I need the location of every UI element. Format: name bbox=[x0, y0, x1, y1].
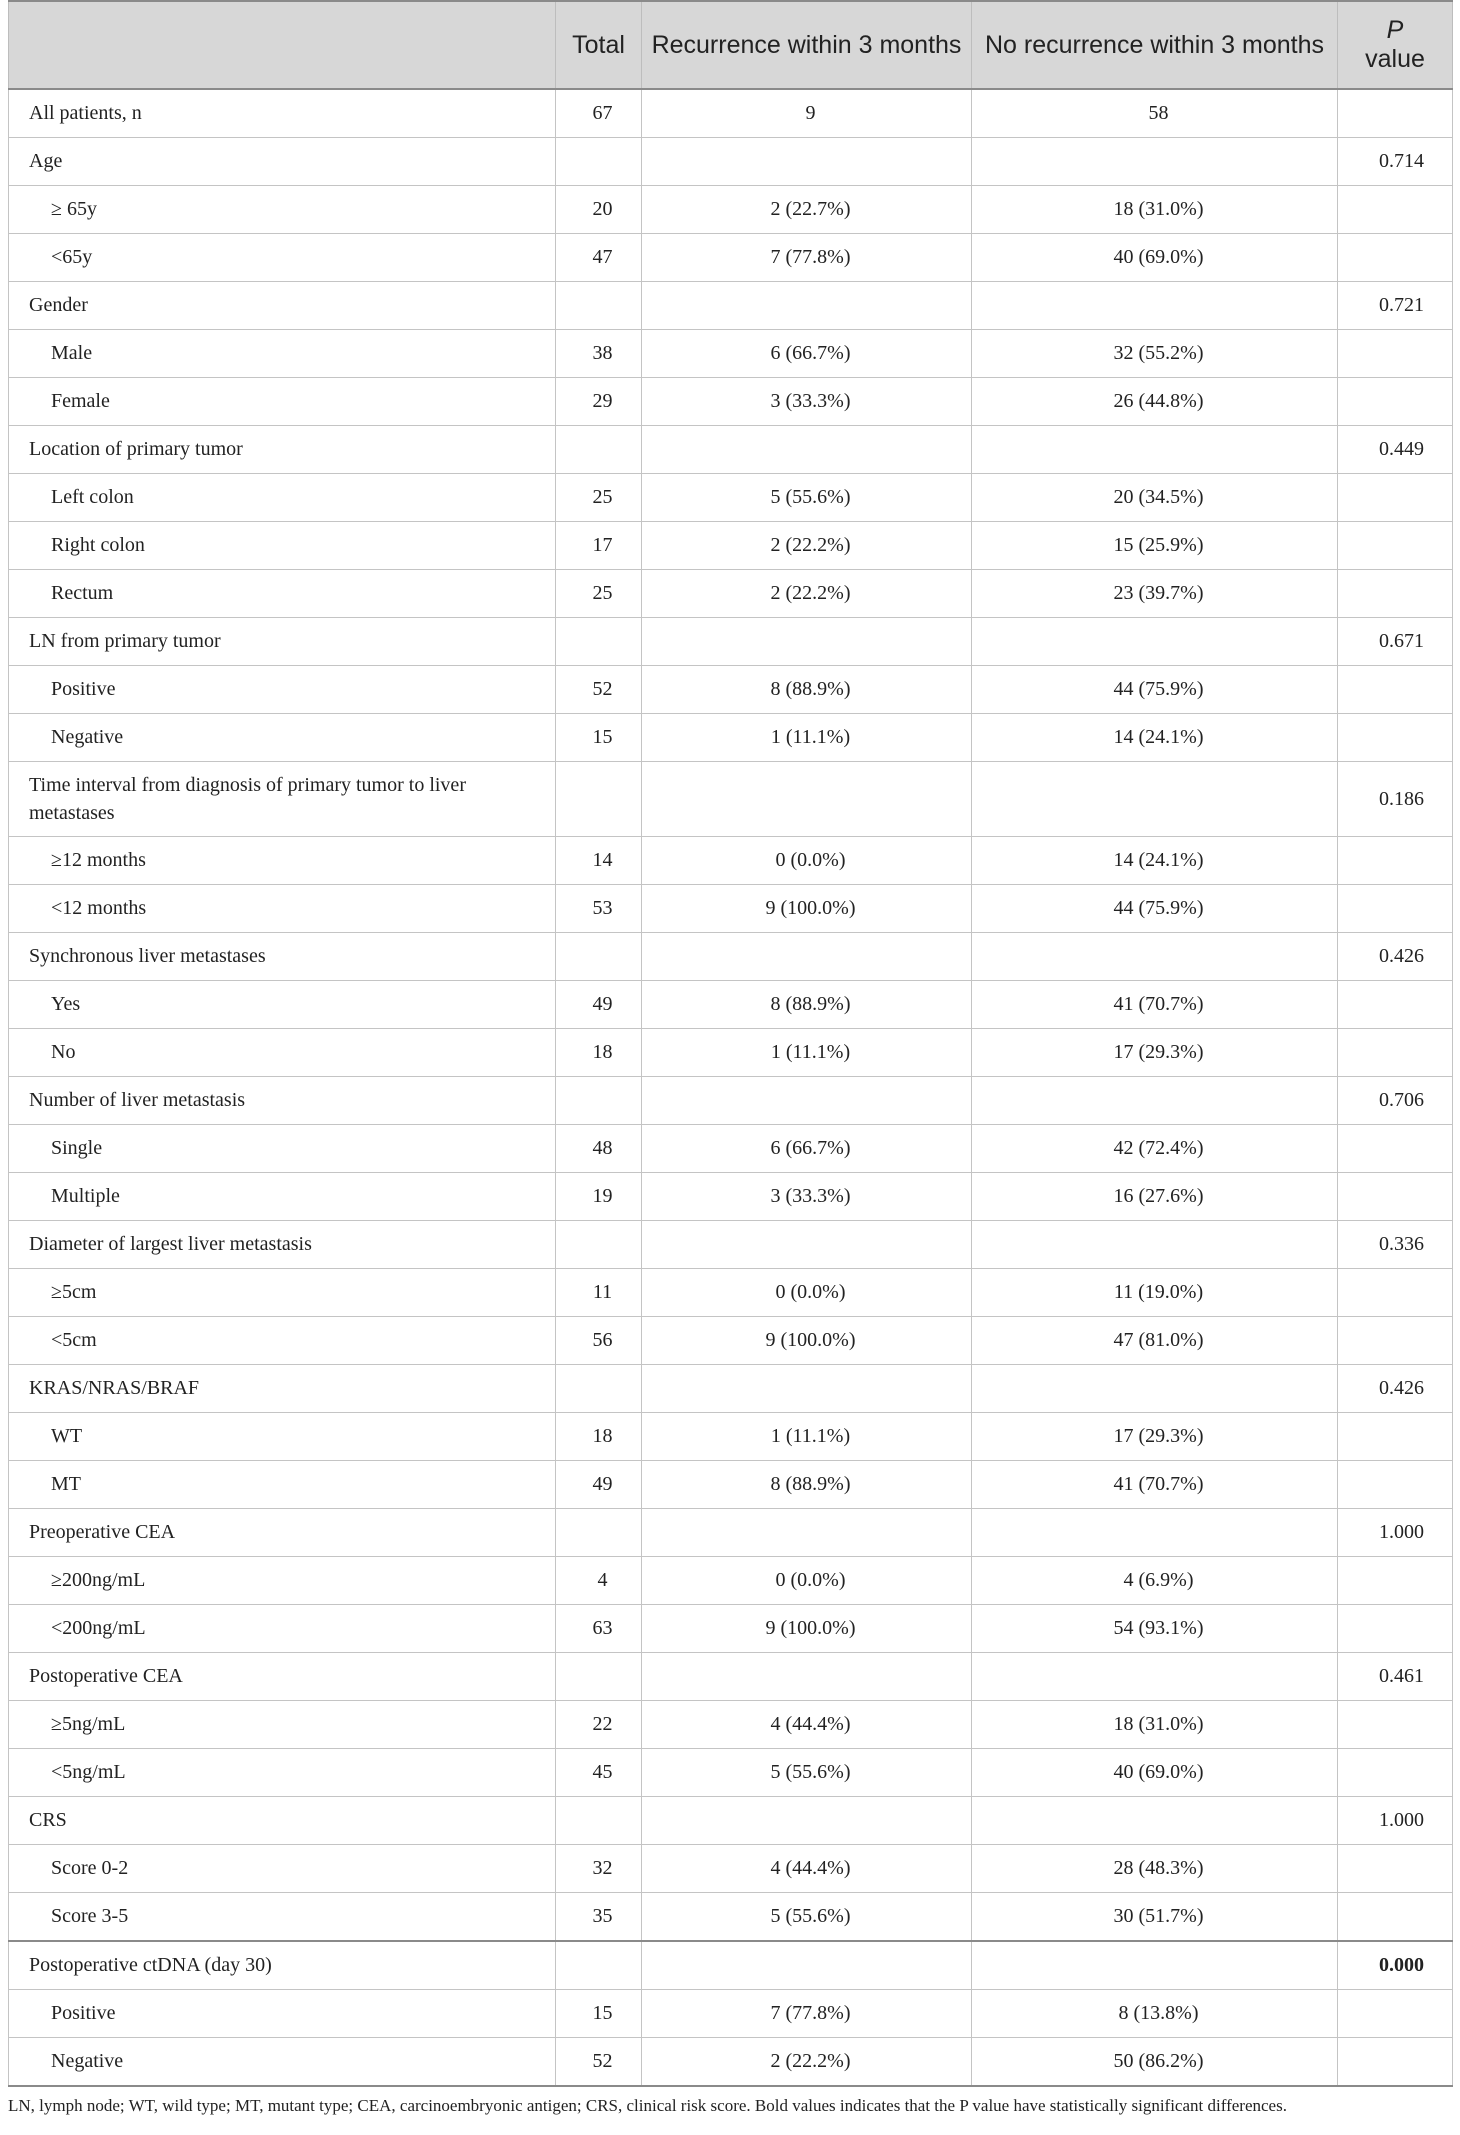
cell-p-value: 0.336 bbox=[1338, 1221, 1453, 1269]
cell-no-recurrence: 30 (51.7%) bbox=[972, 1893, 1338, 1942]
cell-no-recurrence: 28 (48.3%) bbox=[972, 1845, 1338, 1893]
cell-p-value bbox=[1338, 89, 1453, 138]
cell-total: 63 bbox=[556, 1605, 642, 1653]
cell-recurrence: 5 (55.6%) bbox=[642, 1749, 972, 1797]
row-label: CRS bbox=[9, 1797, 556, 1845]
cell-recurrence: 9 (100.0%) bbox=[642, 1605, 972, 1653]
cell-recurrence bbox=[642, 1509, 972, 1557]
row-label: Left colon bbox=[9, 474, 556, 522]
cell-p-value bbox=[1338, 981, 1453, 1029]
cell-recurrence: 1 (11.1%) bbox=[642, 1029, 972, 1077]
cell-total: 18 bbox=[556, 1413, 642, 1461]
header-recurrence: Recurrence within 3 months bbox=[642, 1, 972, 89]
cell-p-value bbox=[1338, 2038, 1453, 2087]
row-label: KRAS/NRAS/BRAF bbox=[9, 1365, 556, 1413]
table-row bbox=[9, 2038, 1453, 2087]
cell-p-value bbox=[1338, 1605, 1453, 1653]
cell-recurrence: 9 (100.0%) bbox=[642, 1317, 972, 1365]
cell-total bbox=[556, 1509, 642, 1557]
cell-recurrence bbox=[642, 1077, 972, 1125]
cell-total bbox=[556, 618, 642, 666]
table-row bbox=[9, 1413, 1453, 1461]
cell-recurrence: 3 (33.3%) bbox=[642, 378, 972, 426]
row-label: Multiple bbox=[9, 1173, 556, 1221]
cell-total: 32 bbox=[556, 1845, 642, 1893]
table-row bbox=[9, 885, 1453, 933]
cell-p-value bbox=[1338, 885, 1453, 933]
cell-no-recurrence: 44 (75.9%) bbox=[972, 885, 1338, 933]
row-label: Female bbox=[9, 378, 556, 426]
table-row bbox=[9, 1173, 1453, 1221]
table-row-group bbox=[9, 1221, 1453, 1269]
table-row bbox=[9, 714, 1453, 762]
cell-no-recurrence bbox=[972, 1077, 1338, 1125]
table-row-group bbox=[9, 1797, 1453, 1845]
cell-p-value bbox=[1338, 1125, 1453, 1173]
table-row bbox=[9, 474, 1453, 522]
row-label: Location of primary tumor bbox=[9, 426, 556, 474]
table-row bbox=[9, 186, 1453, 234]
cell-total: 15 bbox=[556, 1990, 642, 2038]
document-page bbox=[8, 0, 1452, 2116]
cell-p-value bbox=[1338, 522, 1453, 570]
cell-p-value: 0.000 bbox=[1338, 1941, 1453, 1990]
row-label: Age bbox=[9, 138, 556, 186]
cell-recurrence: 0 (0.0%) bbox=[642, 1557, 972, 1605]
row-label: <5ng/mL bbox=[9, 1749, 556, 1797]
cell-recurrence: 2 (22.2%) bbox=[642, 570, 972, 618]
cell-p-value bbox=[1338, 1893, 1453, 1942]
cell-no-recurrence: 15 (25.9%) bbox=[972, 522, 1338, 570]
row-label: All patients, n bbox=[9, 89, 556, 138]
table-row-group bbox=[9, 618, 1453, 666]
cell-p-value bbox=[1338, 1173, 1453, 1221]
cell-recurrence: 8 (88.9%) bbox=[642, 981, 972, 1029]
cell-p-value: 1.000 bbox=[1338, 1797, 1453, 1845]
cell-recurrence bbox=[642, 138, 972, 186]
table-row-group bbox=[9, 1365, 1453, 1413]
cell-recurrence: 4 (44.4%) bbox=[642, 1845, 972, 1893]
row-label: Right colon bbox=[9, 522, 556, 570]
cell-total: 22 bbox=[556, 1701, 642, 1749]
cell-p-value: 0.426 bbox=[1338, 1365, 1453, 1413]
cell-total: 25 bbox=[556, 570, 642, 618]
cell-no-recurrence bbox=[972, 1797, 1338, 1845]
cell-total: 38 bbox=[556, 330, 642, 378]
cell-total: 49 bbox=[556, 981, 642, 1029]
cell-no-recurrence: 26 (44.8%) bbox=[972, 378, 1338, 426]
cell-total bbox=[556, 426, 642, 474]
cell-recurrence: 5 (55.6%) bbox=[642, 474, 972, 522]
cell-p-value: 0.461 bbox=[1338, 1653, 1453, 1701]
table-row bbox=[9, 1125, 1453, 1173]
cell-p-value bbox=[1338, 837, 1453, 885]
table-row bbox=[9, 1990, 1453, 2038]
cell-no-recurrence: 14 (24.1%) bbox=[972, 837, 1338, 885]
cell-no-recurrence bbox=[972, 1221, 1338, 1269]
table-row bbox=[9, 1029, 1453, 1077]
cell-no-recurrence bbox=[972, 618, 1338, 666]
row-label: <12 months bbox=[9, 885, 556, 933]
cell-total bbox=[556, 1221, 642, 1269]
row-label: <5cm bbox=[9, 1317, 556, 1365]
cell-no-recurrence: 4 (6.9%) bbox=[972, 1557, 1338, 1605]
row-label: LN from primary tumor bbox=[9, 618, 556, 666]
cell-recurrence bbox=[642, 282, 972, 330]
cell-recurrence: 4 (44.4%) bbox=[642, 1701, 972, 1749]
cell-recurrence: 2 (22.7%) bbox=[642, 186, 972, 234]
cell-total bbox=[556, 1941, 642, 1990]
table-row-group bbox=[9, 138, 1453, 186]
row-label: Yes bbox=[9, 981, 556, 1029]
row-label: No bbox=[9, 1029, 556, 1077]
table-row-group bbox=[9, 1077, 1453, 1125]
cell-p-value: 0.449 bbox=[1338, 426, 1453, 474]
cell-recurrence bbox=[642, 426, 972, 474]
cell-p-value: 1.000 bbox=[1338, 1509, 1453, 1557]
cell-no-recurrence: 54 (93.1%) bbox=[972, 1605, 1338, 1653]
cell-no-recurrence: 50 (86.2%) bbox=[972, 2038, 1338, 2087]
cell-total: 56 bbox=[556, 1317, 642, 1365]
cell-total: 52 bbox=[556, 2038, 642, 2087]
cell-no-recurrence: 8 (13.8%) bbox=[972, 1990, 1338, 2038]
table-row bbox=[9, 1845, 1453, 1893]
cell-total bbox=[556, 1653, 642, 1701]
cell-no-recurrence: 58 bbox=[972, 89, 1338, 138]
cell-recurrence bbox=[642, 1221, 972, 1269]
cell-p-value bbox=[1338, 1845, 1453, 1893]
cell-recurrence: 5 (55.6%) bbox=[642, 1893, 972, 1942]
row-label: Synchronous liver metastases bbox=[9, 933, 556, 981]
table-row bbox=[9, 1317, 1453, 1365]
table-row bbox=[9, 1749, 1453, 1797]
cell-recurrence bbox=[642, 762, 972, 837]
cell-p-value bbox=[1338, 1749, 1453, 1797]
table-row-group bbox=[9, 762, 1453, 837]
cell-p-value bbox=[1338, 1317, 1453, 1365]
row-label: Time interval from diagnosis of primary tumor to liver metastases bbox=[9, 762, 556, 837]
header-p-value bbox=[1338, 1, 1453, 89]
cell-no-recurrence bbox=[972, 933, 1338, 981]
row-label: Single bbox=[9, 1125, 556, 1173]
cell-p-value bbox=[1338, 378, 1453, 426]
table-row-group bbox=[9, 933, 1453, 981]
cell-no-recurrence: 14 (24.1%) bbox=[972, 714, 1338, 762]
cell-p-value bbox=[1338, 234, 1453, 282]
cell-p-value bbox=[1338, 1701, 1453, 1749]
cell-total: 17 bbox=[556, 522, 642, 570]
cell-no-recurrence: 20 (34.5%) bbox=[972, 474, 1338, 522]
cell-recurrence: 8 (88.9%) bbox=[642, 666, 972, 714]
row-label: Score 0-2 bbox=[9, 1845, 556, 1893]
row-label: ≥12 months bbox=[9, 837, 556, 885]
cell-total bbox=[556, 933, 642, 981]
cell-recurrence: 0 (0.0%) bbox=[642, 837, 972, 885]
table-row-group bbox=[9, 1509, 1453, 1557]
row-label: <200ng/mL bbox=[9, 1605, 556, 1653]
cell-recurrence: 6 (66.7%) bbox=[642, 330, 972, 378]
cell-total: 11 bbox=[556, 1269, 642, 1317]
cell-no-recurrence: 32 (55.2%) bbox=[972, 330, 1338, 378]
table-row bbox=[9, 234, 1453, 282]
cell-no-recurrence: 41 (70.7%) bbox=[972, 981, 1338, 1029]
cell-no-recurrence bbox=[972, 762, 1338, 837]
cell-recurrence bbox=[642, 933, 972, 981]
cell-p-value bbox=[1338, 474, 1453, 522]
cell-total: 29 bbox=[556, 378, 642, 426]
cell-recurrence bbox=[642, 1941, 972, 1990]
row-label: Rectum bbox=[9, 570, 556, 618]
table-row bbox=[9, 837, 1453, 885]
cell-recurrence: 7 (77.8%) bbox=[642, 234, 972, 282]
cell-total: 67 bbox=[556, 89, 642, 138]
table-row bbox=[9, 981, 1453, 1029]
table-body bbox=[9, 89, 1453, 2086]
cell-total: 19 bbox=[556, 1173, 642, 1221]
cell-recurrence: 2 (22.2%) bbox=[642, 522, 972, 570]
cell-p-value: 0.426 bbox=[1338, 933, 1453, 981]
row-label: <65y bbox=[9, 234, 556, 282]
cell-p-value bbox=[1338, 186, 1453, 234]
cell-p-value bbox=[1338, 1413, 1453, 1461]
cell-recurrence: 2 (22.2%) bbox=[642, 2038, 972, 2087]
cell-recurrence: 9 (100.0%) bbox=[642, 885, 972, 933]
table-row bbox=[9, 1557, 1453, 1605]
cell-total bbox=[556, 1077, 642, 1125]
cell-no-recurrence: 42 (72.4%) bbox=[972, 1125, 1338, 1173]
row-label: Postoperative ctDNA (day 30) bbox=[9, 1941, 556, 1990]
cell-total: 35 bbox=[556, 1893, 642, 1942]
cell-p-value bbox=[1338, 666, 1453, 714]
table-row-group bbox=[9, 426, 1453, 474]
table-row-group bbox=[9, 1653, 1453, 1701]
cell-recurrence: 0 (0.0%) bbox=[642, 1269, 972, 1317]
row-label: Negative bbox=[9, 714, 556, 762]
cell-no-recurrence bbox=[972, 1365, 1338, 1413]
table-row bbox=[9, 1701, 1453, 1749]
table-row-group bbox=[9, 89, 1453, 138]
cell-total bbox=[556, 762, 642, 837]
cell-p-value: 0.721 bbox=[1338, 282, 1453, 330]
row-label: Positive bbox=[9, 666, 556, 714]
table-row bbox=[9, 1893, 1453, 1942]
table-row bbox=[9, 666, 1453, 714]
row-label: Score 3-5 bbox=[9, 1893, 556, 1942]
cell-total bbox=[556, 138, 642, 186]
cell-p-value bbox=[1338, 1557, 1453, 1605]
cell-no-recurrence bbox=[972, 426, 1338, 474]
cell-no-recurrence bbox=[972, 1653, 1338, 1701]
cell-no-recurrence: 40 (69.0%) bbox=[972, 234, 1338, 282]
cell-total: 53 bbox=[556, 885, 642, 933]
header-p-italic: P bbox=[1386, 16, 1404, 44]
table-row bbox=[9, 330, 1453, 378]
header-no-recurrence: No recurrence within 3 months bbox=[972, 1, 1338, 89]
cell-p-value bbox=[1338, 1990, 1453, 2038]
table-row bbox=[9, 1269, 1453, 1317]
patient-characteristics-table bbox=[8, 0, 1453, 2087]
cell-no-recurrence bbox=[972, 138, 1338, 186]
cell-no-recurrence: 23 (39.7%) bbox=[972, 570, 1338, 618]
cell-total: 48 bbox=[556, 1125, 642, 1173]
cell-no-recurrence: 17 (29.3%) bbox=[972, 1029, 1338, 1077]
row-label: ≥5ng/mL bbox=[9, 1701, 556, 1749]
cell-p-value: 0.714 bbox=[1338, 138, 1453, 186]
row-label: Positive bbox=[9, 1990, 556, 2038]
row-label: ≥ 65y bbox=[9, 186, 556, 234]
cell-total: 20 bbox=[556, 186, 642, 234]
cell-recurrence: 6 (66.7%) bbox=[642, 1125, 972, 1173]
row-label: Diameter of largest liver metastasis bbox=[9, 1221, 556, 1269]
cell-p-value bbox=[1338, 330, 1453, 378]
cell-no-recurrence: 16 (27.6%) bbox=[972, 1173, 1338, 1221]
cell-p-value: 0.671 bbox=[1338, 618, 1453, 666]
cell-recurrence bbox=[642, 1797, 972, 1845]
cell-no-recurrence: 18 (31.0%) bbox=[972, 186, 1338, 234]
cell-total: 52 bbox=[556, 666, 642, 714]
row-label: MT bbox=[9, 1461, 556, 1509]
cell-total bbox=[556, 1797, 642, 1845]
header-p-rest: value bbox=[1365, 45, 1425, 73]
cell-total bbox=[556, 282, 642, 330]
cell-recurrence bbox=[642, 618, 972, 666]
row-label: ≥200ng/mL bbox=[9, 1557, 556, 1605]
cell-p-value bbox=[1338, 1269, 1453, 1317]
table-row bbox=[9, 1605, 1453, 1653]
cell-total: 45 bbox=[556, 1749, 642, 1797]
row-label: Postoperative CEA bbox=[9, 1653, 556, 1701]
cell-recurrence: 9 bbox=[642, 89, 972, 138]
cell-p-value bbox=[1338, 714, 1453, 762]
table-row-group bbox=[9, 282, 1453, 330]
cell-total: 15 bbox=[556, 714, 642, 762]
header-variable bbox=[9, 1, 556, 89]
table-header bbox=[9, 1, 1453, 89]
cell-p-value: 0.706 bbox=[1338, 1077, 1453, 1125]
row-label: Negative bbox=[9, 2038, 556, 2087]
cell-total: 49 bbox=[556, 1461, 642, 1509]
cell-no-recurrence: 41 (70.7%) bbox=[972, 1461, 1338, 1509]
cell-no-recurrence: 18 (31.0%) bbox=[972, 1701, 1338, 1749]
row-label: Number of liver metastasis bbox=[9, 1077, 556, 1125]
cell-recurrence: 7 (77.8%) bbox=[642, 1990, 972, 2038]
cell-no-recurrence bbox=[972, 1509, 1338, 1557]
row-label: WT bbox=[9, 1413, 556, 1461]
cell-total: 18 bbox=[556, 1029, 642, 1077]
cell-no-recurrence: 17 (29.3%) bbox=[972, 1413, 1338, 1461]
cell-no-recurrence bbox=[972, 1941, 1338, 1990]
table-row bbox=[9, 522, 1453, 570]
cell-recurrence bbox=[642, 1653, 972, 1701]
row-label: Preoperative CEA bbox=[9, 1509, 556, 1557]
cell-p-value bbox=[1338, 1029, 1453, 1077]
table-row bbox=[9, 378, 1453, 426]
cell-recurrence: 8 (88.9%) bbox=[642, 1461, 972, 1509]
cell-recurrence: 1 (11.1%) bbox=[642, 714, 972, 762]
cell-no-recurrence bbox=[972, 282, 1338, 330]
cell-total: 25 bbox=[556, 474, 642, 522]
header-total: Total bbox=[556, 1, 642, 89]
cell-total: 14 bbox=[556, 837, 642, 885]
row-label: Gender bbox=[9, 282, 556, 330]
table-footnote: LN, lymph node; WT, wild type; MT, mutant type; CEA, carcinoembryonic antigen; CRS, clinical risk score. Bold values indicates that the P value have statistically significant differences. bbox=[8, 2096, 1287, 2115]
cell-total: 47 bbox=[556, 234, 642, 282]
cell-total bbox=[556, 1365, 642, 1413]
cell-recurrence bbox=[642, 1365, 972, 1413]
table-row-group bbox=[9, 1941, 1453, 1990]
cell-p-value bbox=[1338, 1461, 1453, 1509]
cell-no-recurrence: 47 (81.0%) bbox=[972, 1317, 1338, 1365]
row-label: Male bbox=[9, 330, 556, 378]
cell-p-value: 0.186 bbox=[1338, 762, 1453, 837]
cell-no-recurrence: 40 (69.0%) bbox=[972, 1749, 1338, 1797]
cell-recurrence: 3 (33.3%) bbox=[642, 1173, 972, 1221]
row-label: ≥5cm bbox=[9, 1269, 556, 1317]
cell-p-value bbox=[1338, 570, 1453, 618]
cell-total: 4 bbox=[556, 1557, 642, 1605]
cell-recurrence: 1 (11.1%) bbox=[642, 1413, 972, 1461]
table-row bbox=[9, 1461, 1453, 1509]
cell-no-recurrence: 11 (19.0%) bbox=[972, 1269, 1338, 1317]
cell-no-recurrence: 44 (75.9%) bbox=[972, 666, 1338, 714]
table-row bbox=[9, 570, 1453, 618]
